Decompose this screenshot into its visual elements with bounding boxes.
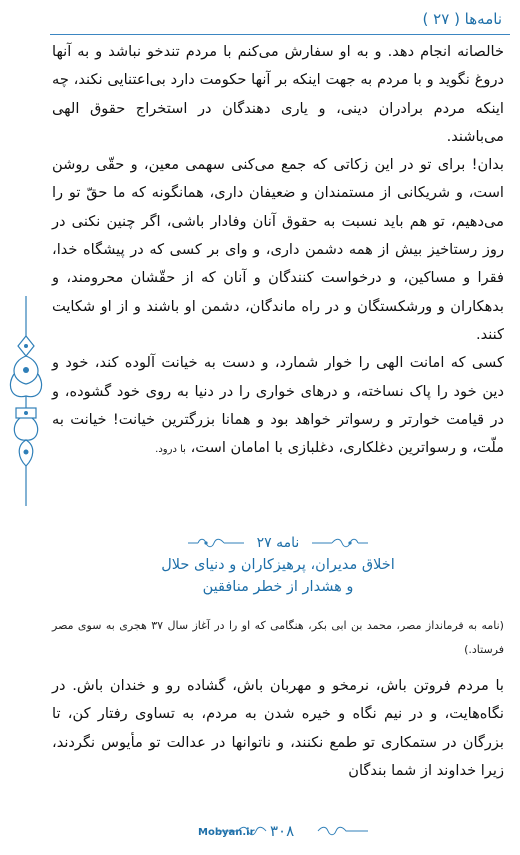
letter-number-row (52, 532, 504, 554)
flourish-icon (214, 824, 268, 838)
letter-title-line2: و هشدار از خطر منافقین (202, 579, 354, 595)
page-number: ۳۰۸ (270, 822, 295, 840)
context-note: (نامه به فرمانداز مصر، محمد بن ابی بکر، هنگامی که او را در آغاز سال ۳۷ هجری به سوی مصر فرستاد.) (52, 619, 504, 656)
header-title: نامه‌ها ( ۲۷ ) (422, 10, 502, 28)
paragraph-3 (52, 349, 504, 464)
flourish-icon (186, 537, 246, 549)
letter-text: با مردم فروتن باش، نرمخو و مهربان باش، گشاده رو و خندان باش. در نگاه‌هایت، و در نیم نگاه و خیره شدن به مردم، به تساوی رفتار کن، تا بزرگان در ستمکاری تو طمع نکنند، و ناتوانها در عدالت تو مأیوس نگردند، زیرا خداوند از شما بندگان (52, 677, 504, 779)
paragraph-3-text: کسی که امانت الهی را خوار شمارد، و دست به خیانت آلوده کند، خود و دین خود را پاک نساخته، و درهای خواری را در دنیا به روی خود گشوده، و در قیامت خوارتر و رسواتر خواهد بود و همانا بزرگترین خیانت! خیانت به ملّت، و رسواترین دغلکاری، دغلبازی با امامان است، (52, 354, 504, 457)
page-header (50, 8, 510, 32)
letter-number: نامه ۲۷ (256, 535, 300, 551)
closing-note: با درود. (155, 444, 186, 456)
header-rule (50, 34, 510, 35)
flourish-icon (310, 537, 370, 549)
letter-heading (52, 532, 504, 598)
side-ornament-icon (6, 296, 46, 506)
page-footer (0, 816, 520, 846)
paragraph-1: خالصانه انجام دهد. و به او سفارش می‌کنم با مردم تندخو نباشد و به آنها دروغ نگوید و با مردم به جهت اینکه بر آنها حکومت دارد بی‌اعتنایی نکند، چه اینکه مردم برادران دینی، و یاری دهندگان در استخراج حقوق الهی می‌باشند. (52, 43, 504, 145)
main-text (52, 38, 504, 464)
flourish-icon (316, 824, 370, 838)
letter-title-line1: اخلاق مدیران، پرهیزکاران و دنیای حلال (161, 557, 395, 573)
paragraph-2: بدان! برای تو در این زکاتی که جمع می‌کنی سهمی معین، و حقّی روشن است، و شریکانی از مستمندان و ضعیفان داری، همانگونه که ما حقّ تو را می‌دهیم، تو هم باید نسبت به حقوق آنان وفادار باشی، اگر چنین نکنی در روز رستاخیز بیش از همه دشمن داری، و وای بر کسی که در پیشگاه خدا، فقرا و مساکین، و درخواست کنندگان و آنان که از حقّشان محرومند، و بدهکاران و ورشکستگان و در راه ماندگان، دشمن او باشند و از او شکایت کنند. (52, 156, 504, 343)
watermark: Mobyan.ir (198, 827, 255, 838)
